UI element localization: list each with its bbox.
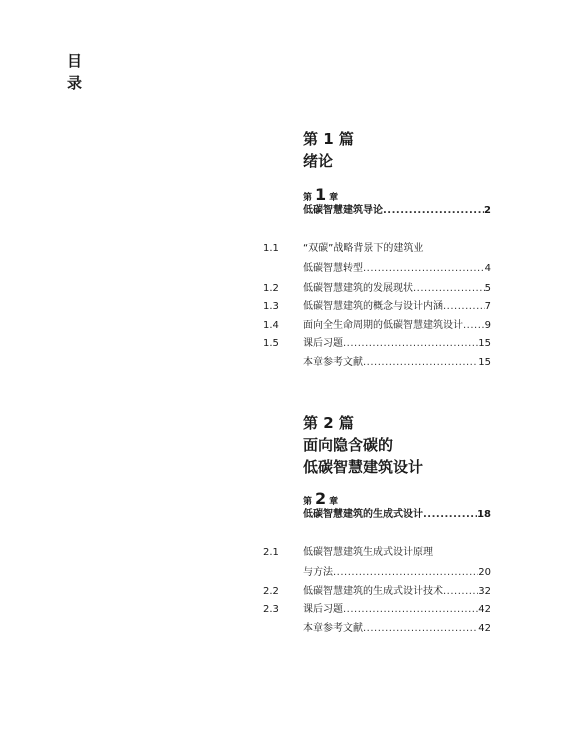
chapter-1-suffix: 章 [329,193,339,203]
section-title-line[interactable]: “双碳”战略背景下的建筑业 [303,243,424,254]
part-1-label: 第 1 篇 [303,130,354,148]
section-page: 32 [478,586,491,597]
section-page: 20 [478,567,491,578]
leader-dots [363,622,478,636]
toc-entry[interactable] [303,585,491,599]
part-2-heading [303,412,423,478]
chapter-2-prefix: 第 [303,497,313,507]
leader-dots [423,508,477,522]
leader-dots [363,262,485,276]
leader-dots [463,319,485,333]
section-page: 7 [484,301,491,312]
section-title-line[interactable]: 低碳智慧建筑生成式设计原理 [303,547,433,558]
leader-dots [443,585,478,599]
chapter-2-suffix: 章 [329,497,339,507]
section-number: 2.1 [263,547,279,558]
toc-heading-char-1: 目 [67,52,83,70]
section-title: 面向全生命周期的低碳智慧建筑设计 [303,320,463,331]
section-title: 与方法 [303,567,333,578]
toc-heading [67,50,85,94]
toc-entry[interactable] [303,282,491,296]
part-1-heading [303,128,354,172]
toc-entry-references[interactable] [303,622,491,636]
leader-dots [363,356,478,370]
toc-heading-char-2: 录 [67,74,83,92]
leader-dots [343,603,478,617]
section-title: 课后习题 [303,338,343,349]
chapter-1-page: 2 [484,205,491,216]
section-number: 2.3 [263,604,279,615]
leader-dots [383,204,484,218]
chapter-1-title: 低碳智慧建筑导论 [303,205,383,216]
section-title: 低碳智慧转型 [303,263,363,274]
part-1-title: 绪论 [303,152,334,170]
toc-entry-chapter-1[interactable] [303,204,491,218]
toc-entry[interactable] [303,566,491,580]
section-page: 42 [478,604,491,615]
section-page: 5 [484,283,491,294]
toc-entry[interactable] [303,337,491,351]
part-2-title-line-1: 面向隐含碳的 [303,436,394,454]
toc-entry[interactable] [303,262,491,276]
toc-entry-chapter-2[interactable] [303,508,491,522]
toc-entry-references[interactable] [303,356,491,370]
leader-dots [413,282,485,296]
toc-entry[interactable] [303,319,491,333]
section-page: 15 [478,357,491,368]
chapter-1-prefix: 第 [303,193,313,203]
section-title: 低碳智慧建筑的发展现状 [303,283,413,294]
toc-entry[interactable] [303,603,491,617]
section-title: 低碳智慧建筑的概念与设计内涵 [303,301,443,312]
section-number: 1.4 [263,320,279,331]
section-title: 本章参考文献 [303,357,363,368]
chapter-1-number: 1 [315,185,327,204]
leader-dots [443,300,485,314]
part-2-title-line-2: 低碳智慧建筑设计 [303,458,424,476]
leader-dots [343,337,478,351]
section-page: 15 [478,338,491,349]
chapter-2-page: 18 [477,509,491,520]
section-title: 本章参考文献 [303,623,363,634]
section-number: 1.3 [263,301,279,312]
section-number: 1.2 [263,283,279,294]
toc-entry[interactable] [303,300,491,314]
part-2-label: 第 2 篇 [303,414,354,432]
section-page: 9 [484,320,491,331]
section-page: 4 [484,263,491,274]
section-title: 低碳智慧建筑的生成式设计技术 [303,586,443,597]
section-page: 42 [478,623,491,634]
chapter-2-title: 低碳智慧建筑的生成式设计 [303,509,423,520]
leader-dots [333,566,478,580]
section-title: 课后习题 [303,604,343,615]
section-number: 1.1 [263,243,279,254]
chapter-2-number: 2 [315,489,327,508]
section-number: 1.5 [263,338,279,349]
section-number: 2.2 [263,586,279,597]
